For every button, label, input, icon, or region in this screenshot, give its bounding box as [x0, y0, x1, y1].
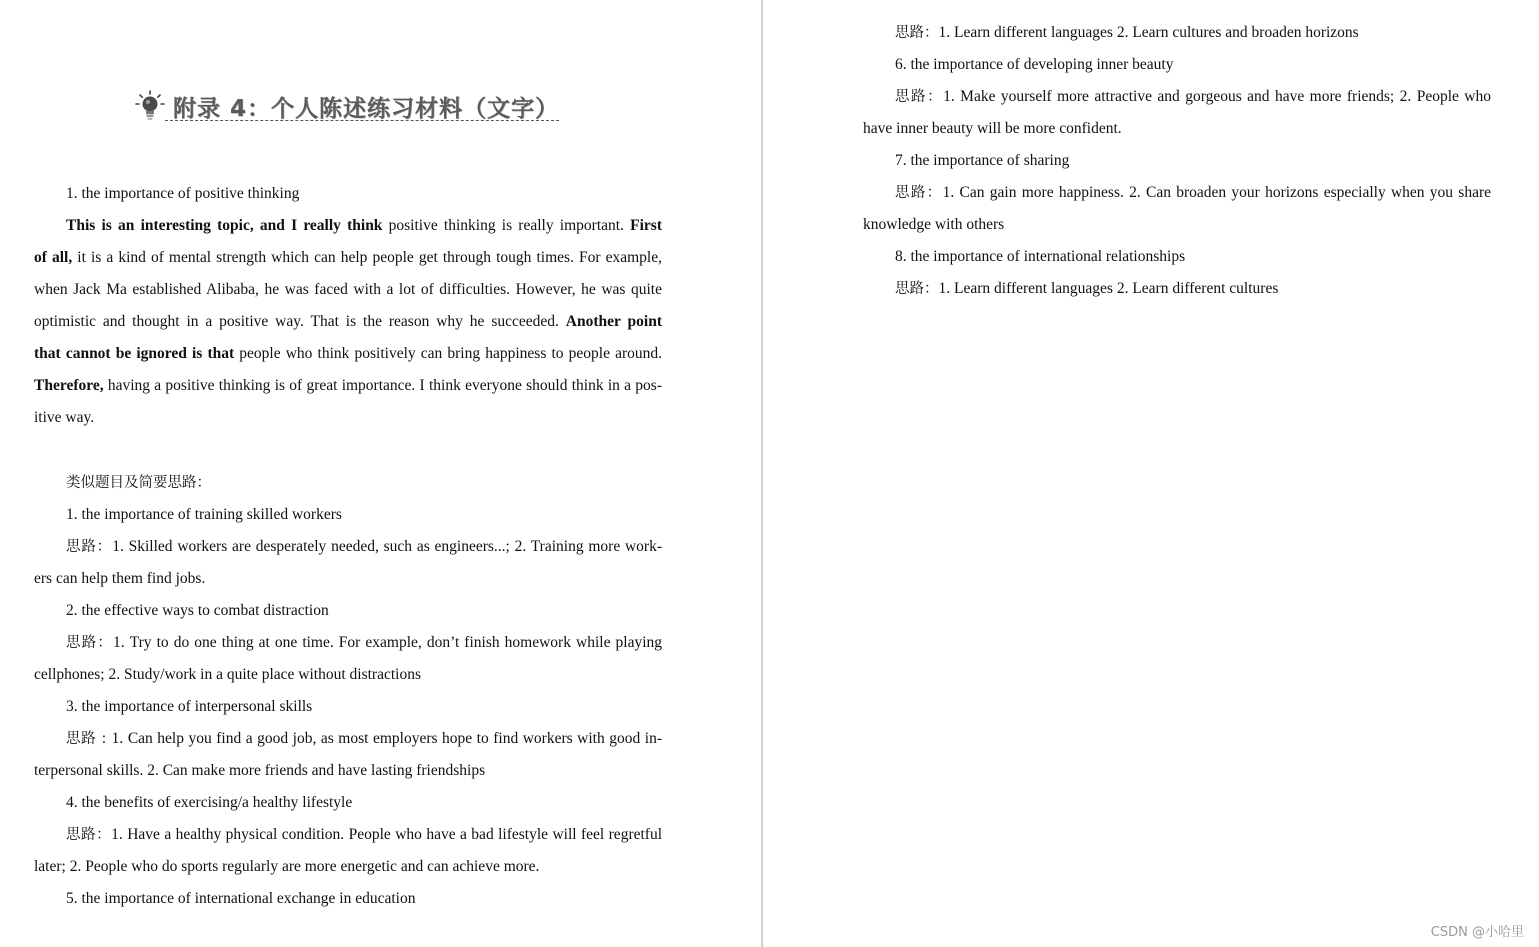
topic-1-idea-line-1: 思路：1. Skilled workers are desperately needed, such as engineers...; 2. Training more work-: [66, 538, 662, 555]
similar-topic-1: 1. the importance of training skilled workers: [66, 506, 342, 523]
essay-line-4: optimistic and thought in a positive way. That is the reason why he succeeded. Another point: [34, 313, 662, 330]
similar-topic-3: 3. the importance of interpersonal skills: [66, 698, 313, 715]
topic-3-idea-line-2: terpersonal skills. 2. Can make more friends and have lasting friendships: [34, 762, 486, 779]
csdn-watermark: CSDN @小哈里: [1430, 925, 1524, 940]
topic-1-idea-line-2: ers can help them find jobs.: [34, 570, 206, 587]
similar-topic-8: 8. the importance of international relationships: [895, 248, 1186, 265]
topic-8-idea: 思路：1. Learn different languages 2. Learn different cultures: [895, 280, 1279, 297]
right-page: [763, 0, 1539, 947]
similar-topic-2: 2. the effective ways to combat distraction: [66, 602, 329, 619]
similar-topic-6: 6. the importance of developing inner beauty: [895, 56, 1174, 73]
similar-topic-4: 4. the benefits of exercising/a healthy lifestyle: [66, 794, 353, 811]
essay-line-6: Therefore, having a positive thinking is of great importance. I think everyone should think in a pos-: [34, 377, 662, 394]
topic-7-idea-line-2: knowledge with others: [863, 216, 1005, 233]
similar-topics-header: 类似题目及简要思路：: [66, 475, 211, 491]
appendix-heading: [135, 88, 561, 124]
topic-2-idea-line-2: cellphones; 2. Study/work in a quite place without distractions: [34, 666, 422, 683]
topic-4-idea-line-1: 思路：1. Have a healthy physical condition. People who have a bad lifestyle will feel regretful: [66, 826, 663, 843]
topic-5-idea: 思路：1. Learn different languages 2. Learn cultures and broaden horizons: [895, 24, 1359, 41]
topic-1-heading: 1. the importance of positive thinking: [66, 185, 300, 202]
left-page: [0, 0, 761, 947]
essay-line-1: This is an interesting topic, and I really think positive thinking is really important. First: [66, 217, 662, 234]
topic-6-idea-line-2: have inner beauty will be more confident.: [863, 120, 1122, 137]
topic-3-idea-line-1: 思路 : 1. Can help you find a good job, as most employers hope to find workers with good in-: [66, 730, 662, 747]
essay-line-3: when Jack Ma established Alibaba, he was faced with a lot of difficulties. However, he was quite: [34, 281, 662, 298]
topic-4-idea-line-2: later; 2. People who do sports regularly are more energetic and can achieve more.: [34, 858, 540, 875]
similar-topic-7: 7. the importance of sharing: [895, 152, 1070, 169]
essay-line-2: of all, it is a kind of mental strength which can help people get through tough times. For example,: [34, 249, 662, 266]
similar-topic-5: 5. the importance of international exchange in education: [66, 890, 416, 907]
essay-line-5: that cannot be ignored is that people who think positively can bring happiness to people around.: [34, 345, 662, 362]
title-underline: [165, 120, 559, 121]
topic-7-idea-line-1: 思路：1. Can gain more happiness. 2. Can broaden your horizons especially when you share: [895, 184, 1492, 201]
topic-6-idea-line-1: 思路：1. Make yourself more attractive and gorgeous and have more friends; 2. People who: [895, 88, 1491, 105]
topic-2-idea-line-1: 思路：1. Try to do one thing at one time. For example, don’t finish homework while playing: [66, 634, 663, 651]
appendix-title: 附录 4：个人陈述练习材料（文字）: [173, 96, 560, 122]
essay-line-7: itive way.: [34, 409, 95, 426]
lightbulb-icon: [135, 90, 165, 122]
